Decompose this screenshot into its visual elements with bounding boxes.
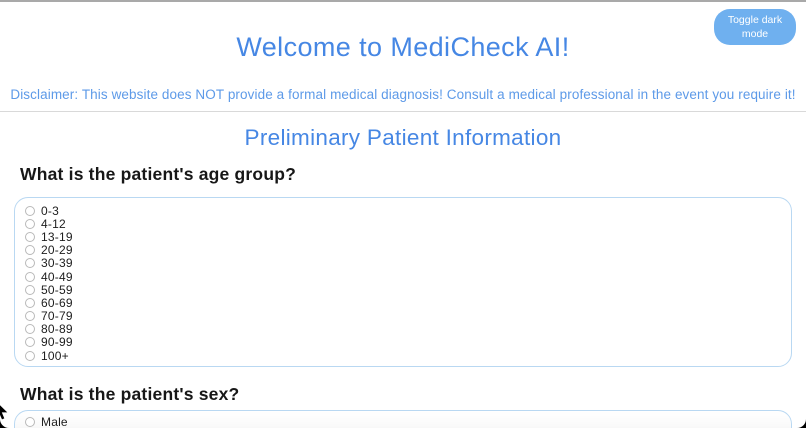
radio-option[interactable] <box>25 283 791 296</box>
radio-option[interactable] <box>25 204 791 217</box>
radio-option[interactable] <box>25 349 791 362</box>
radio-option-label: 60-69 <box>41 295 73 310</box>
mouse-cursor-icon <box>0 401 11 421</box>
radio-option[interactable] <box>25 336 791 349</box>
radio-button-icon[interactable] <box>25 258 35 268</box>
radio-option[interactable] <box>25 230 791 243</box>
radio-option-label: 40-49 <box>41 269 73 284</box>
radio-option-label: 0-3 <box>41 203 59 218</box>
radio-button-icon[interactable] <box>25 351 35 361</box>
radio-option[interactable] <box>25 310 791 323</box>
radio-option-label: 90-99 <box>41 335 73 350</box>
radio-option-label: 13-19 <box>41 229 73 244</box>
radio-option-label: 30-39 <box>41 256 73 271</box>
disclaimer-text: Disclaimer: This website does NOT provide a formal medical diagnosis! Consult a medical professional in the event you require it! <box>10 87 796 102</box>
sex-options-box <box>14 410 792 428</box>
radio-button-icon[interactable] <box>25 272 35 282</box>
toggle-dark-mode-button[interactable]: Toggle dark mode <box>714 9 796 45</box>
radio-option-label: 4-12 <box>41 216 66 231</box>
radio-button-icon[interactable] <box>25 337 35 347</box>
radio-button-icon[interactable] <box>25 324 35 334</box>
radio-option[interactable] <box>25 244 791 257</box>
age-group-options-box <box>14 197 792 367</box>
radio-button-icon[interactable] <box>25 311 35 321</box>
radio-button-icon[interactable] <box>25 232 35 242</box>
radio-option[interactable] <box>25 415 791 428</box>
radio-option[interactable] <box>25 270 791 283</box>
radio-option-label: 70-79 <box>41 309 73 324</box>
radio-option-label: Male <box>41 414 68 428</box>
radio-option[interactable] <box>25 257 791 270</box>
radio-option-label: 100+ <box>41 348 69 363</box>
radio-button-icon[interactable] <box>25 285 35 295</box>
radio-button-icon[interactable] <box>25 245 35 255</box>
radio-option[interactable] <box>25 217 791 230</box>
question-sex-label: What is the patient's sex? <box>20 384 240 404</box>
radio-option[interactable] <box>25 296 791 309</box>
radio-option-label: 50-59 <box>41 282 73 297</box>
radio-option[interactable] <box>25 323 791 336</box>
question-age-group-label: What is the patient's age group? <box>20 164 296 184</box>
radio-option-label: 20-29 <box>41 243 73 258</box>
radio-button-icon[interactable] <box>25 417 35 427</box>
page-header <box>0 2 806 112</box>
section-title: Preliminary Patient Information <box>244 125 562 150</box>
radio-button-icon[interactable] <box>25 219 35 229</box>
radio-button-icon[interactable] <box>25 206 35 216</box>
radio-option-label: 80-89 <box>41 322 73 337</box>
page-title: Welcome to MediCheck AI! <box>236 32 570 62</box>
radio-button-icon[interactable] <box>25 298 35 308</box>
